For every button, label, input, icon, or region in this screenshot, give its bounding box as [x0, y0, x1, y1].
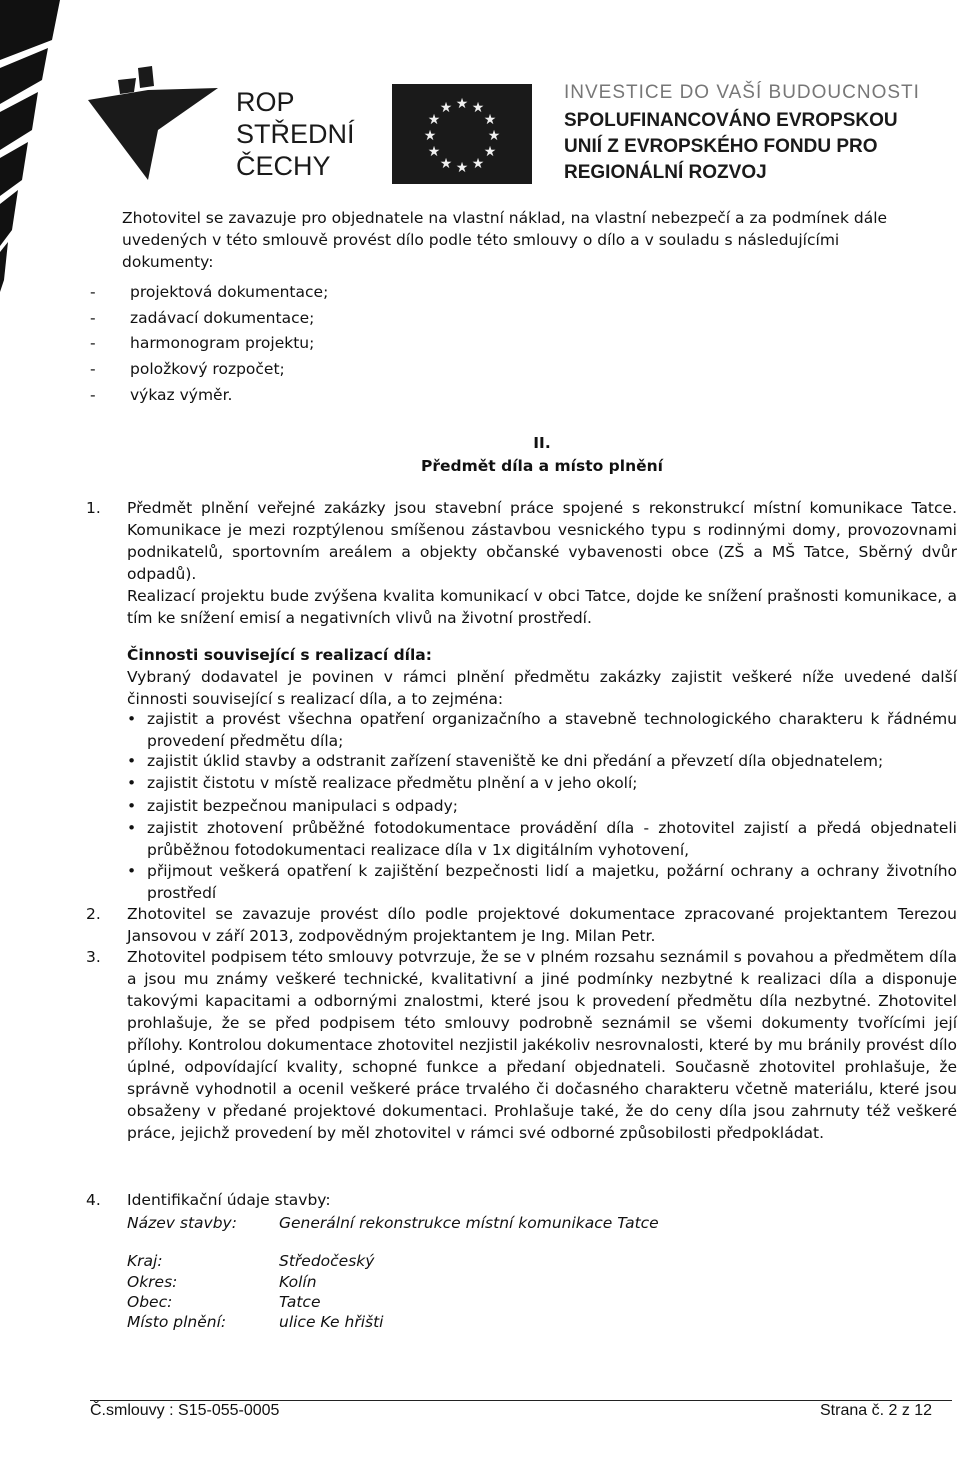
- eu-flag-icon: [392, 84, 532, 184]
- ident-label: Okres:: [127, 1273, 178, 1291]
- intro-paragraph: [122, 207, 957, 273]
- eu-funding-line: UNIÍ Z EVROPSKÉHO FONDU PRO: [564, 136, 878, 157]
- rop-logo-icon: [78, 60, 228, 200]
- svg-text:★: ★: [427, 112, 441, 128]
- item-number: 2.: [86, 905, 101, 923]
- ident-value: ulice Ke hřišti: [279, 1313, 384, 1331]
- section-title: Předmět díla a místo plnění: [421, 457, 663, 475]
- activity-bullet: • přijmout veškerá opatření k zajištění bezpečnosti lidí a majetku, požární ochrany a ochrany životního prostředí: [127, 862, 957, 902]
- svg-text:★: ★: [483, 112, 497, 128]
- identification-heading: Identifikační údaje stavby:: [127, 1191, 331, 1209]
- activity-bullet: • zajistit zhotovení průběžné fotodokumentace provádění díla - zhotovitel zajistí a předá objednateli průběžnou fotodokumentaci realizace díla v 1x digitálním vyhotovení,: [127, 819, 957, 859]
- footer-divider: [90, 1400, 952, 1401]
- activity-bullet: • zajistit úklid stavby a odstranit zařízení staveniště ke dni předání a převzetí díla objednatelem;: [127, 752, 884, 770]
- svg-text:★: ★: [471, 156, 485, 172]
- svg-text:★: ★: [455, 96, 469, 112]
- item2-paragraph: Zhotovitel se zavazuje provést dílo podle projektové dokumentace zpracované projektantem Terezou Jansovou v září 2013, zodpovědným projektantem je Ing. Milan Petr.: [127, 905, 957, 945]
- eu-funding-line: SPOLUFINANCOVÁNO EVROPSKOU: [564, 110, 898, 131]
- document-list-item: - harmonogram projektu;: [90, 334, 315, 352]
- ident-value: Kolín: [279, 1273, 317, 1291]
- eu-funding-line: REGIONÁLNÍ ROZVOJ: [564, 162, 767, 183]
- rop-line: STŘEDNÍ: [236, 119, 355, 149]
- svg-text:★: ★: [427, 144, 441, 160]
- svg-text:★: ★: [439, 100, 453, 116]
- intro-line: dokumenty:: [122, 253, 214, 271]
- section-number: II.: [533, 434, 551, 452]
- ident-label: Kraj:: [127, 1252, 163, 1270]
- item-number: 1.: [86, 499, 101, 517]
- ident-label: Obec:: [127, 1293, 173, 1311]
- activity-bullet: • zajistit čistotu v místě realizace předmětu plnění a v jeho okolí;: [127, 774, 638, 792]
- document-list-item: - zadávací dokumentace;: [90, 309, 315, 327]
- svg-text:★: ★: [483, 144, 497, 160]
- activities-heading: Činnosti související s realizací díla:: [127, 646, 432, 664]
- ident-label: Místo plnění:: [127, 1313, 227, 1331]
- building-name-label: Název stavby:: [127, 1214, 237, 1232]
- building-name-value: Generální rekonstrukce místní komunikace Tatce: [279, 1214, 659, 1232]
- eu-funding-text: [564, 108, 898, 186]
- rop-line: ROP: [236, 87, 295, 117]
- svg-text:★: ★: [423, 128, 437, 144]
- item-number: 3.: [86, 948, 101, 966]
- rop-logo-text: [236, 86, 355, 182]
- investice-slogan: INVESTICE DO VAŠÍ BUDOUCNOSTI: [564, 82, 920, 103]
- item1-paragraph-2: Realizací projektu bude zvýšena kvalita komunikací v obci Tatce, dojde ke snížení prašnosti komunikace, a tím ke snížení emisí a negativních vlivů na životní prostředí.: [127, 587, 957, 627]
- svg-text:★: ★: [455, 160, 469, 176]
- document-list-item: - položkový rozpočet;: [90, 360, 285, 378]
- svg-text:★: ★: [487, 128, 501, 144]
- rop-line: ČECHY: [236, 151, 331, 181]
- activity-bullet: • zajistit a provést všechna opatření organizačního a stavebně technologického charakteru k řádnému provedení předmětu díla;: [127, 710, 957, 750]
- ident-value: Středočeský: [279, 1252, 375, 1270]
- svg-text:★: ★: [439, 156, 453, 172]
- intro-line: uvedených v této smlouvě provést dílo podle této smlouvy o dílo a v souladu s následujícími: [122, 231, 840, 249]
- document-list-item: - výkaz výměr.: [90, 386, 233, 404]
- contract-number: Č.smlouvy : S15-055-0005: [90, 1402, 280, 1419]
- ident-value: Tatce: [279, 1293, 321, 1311]
- item3-paragraph: Zhotovitel podpisem této smlouvy potvrzuje, že se v plném rozsahu seznámil s povahou a předmětem díla a jsou mu známy veškeré technické, kvalitativní a jiné podmínky nezbytné k realizaci díla a disponuje takovými kapacitami a odbornými znalostmi, které jsou k provedení předmětu díla nezbytné. Zhotovitel prohlašuje, že se před podpisem této smlouvy podrobně seznámil se všemi dokumenty tvořícími její přílohy. Kontrolou dokumentace zhotovitel nezjistil jakékoliv nesrovnalosti, které by mu bránily provést dílo úplné, odpovídající kvality, schopné funkce a předaní objednateli. Současně zhotovitel prohlašuje, že správně vyhodnotil a ocenil veškeré práce trvalého či dočasného charakteru včetně materiálu, které jsou obsaženy v předané projektové dokumentaci. Prohlašuje také, že do ceny díla jsou zahrnuty též veškeré práce, jejichž provedení by měl zhotovitel v rámci své odborné způsobilosti předpokládat.: [127, 948, 957, 1142]
- intro-line: Zhotovitel se zavazuje pro objednatele na vlastní náklad, na vlastní nebezpečí a za podmínek dále: [122, 209, 888, 227]
- page-number: Strana č. 2 z 12: [820, 1402, 933, 1419]
- item1-paragraph-1: Předmět plnění veřejné zakázky jsou stavební práce spojené s rekonstrukcí místní komunikace Tatce. Komunikace je mezi rozptýlenou smíšenou zástavbou vesnického typu s rodinnými domy, provozovnami podnikatelů, sportovním areálem a objekty občanské vybavenosti obce (ZŠ a MŠ Tatce, Sběrný dvůr odpadů).: [127, 499, 957, 583]
- decorative-stripes: [0, 0, 60, 300]
- document-list-item: - projektová dokumentace;: [90, 283, 329, 301]
- activities-intro: Vybraný dodavatel je povinen v rámci plnění předmětu zakázky zajistit veškeré níže uvedené další činnosti související s realizací díla, a to zejména:: [127, 668, 957, 708]
- item-number: 4.: [86, 1191, 101, 1209]
- svg-text:★: ★: [471, 100, 485, 116]
- activity-bullet: • zajistit bezpečnou manipulaci s odpady;: [127, 797, 459, 815]
